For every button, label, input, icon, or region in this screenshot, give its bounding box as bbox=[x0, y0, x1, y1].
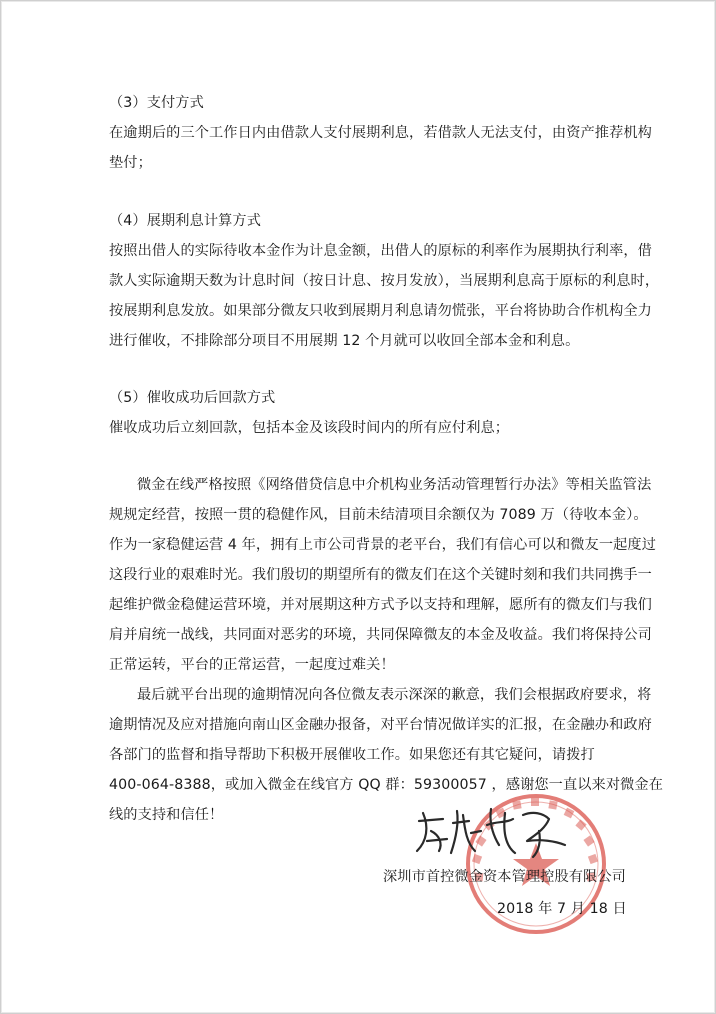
section4-line-1: 按照出借人的实际待收本金作为计息金额，出借人的原标的利率作为展期执行利率，借 bbox=[109, 243, 652, 259]
paragraph1-line-5: 起维护微金稳健运营环境，并对展期这种方式予以支持和理解，愿所有的微友们与我们 bbox=[109, 597, 652, 613]
paragraph2-line-3: 各部门的监督和指导帮助下积极开展催收工作。如果您还有其它疑问，请拨打 bbox=[109, 747, 595, 763]
paragraph1-line-7: 正常运转，平台的正常运营，一起度过难关！ bbox=[109, 657, 395, 673]
paragraph1-line-6: 肩并肩统一战线，共同面对恶劣的环境，共同保障微友的本金及收益。我们将保持公司 bbox=[109, 627, 652, 643]
section4-line-4: 进行催收，不排除部分项目不用展期 12 个月就可以收回全部本金和利息。 bbox=[109, 333, 580, 349]
signature-date: 2018 年 7 月 18 日 bbox=[497, 901, 627, 917]
paragraph1-line-2: 规规定经营，按照一贯的稳健作风，目前未结清项目余额仅为 7089 万（待收本金）。 bbox=[109, 507, 648, 523]
paragraph1-line-3: 作为一家稳健运营 4 年，拥有上市公司背景的老平台，我们有信心可以和微友一起度过 bbox=[109, 537, 656, 553]
paragraph2-line-1: 最后就平台出现的逾期情况向各位微友表示深深的歉意，我们会根据政府要求，将 bbox=[137, 687, 652, 703]
section3-heading: （3）支付方式 bbox=[109, 95, 204, 111]
paragraph1-line-4: 这段行业的艰难时光。我们殷切的期望所有的微友们在这个关键时刻和我们共同携手一 bbox=[109, 567, 652, 583]
section4-heading: （4）展期利息计算方式 bbox=[109, 213, 262, 229]
paragraph1-line-1: 微金在线严格按照《网络借贷信息中介机构业务活动管理暂行办法》等相关监管法 bbox=[137, 477, 652, 493]
section5-line-1: 催收成功后立刻回款，包括本金及该段时间内的所有应付利息； bbox=[109, 420, 510, 436]
paragraph2-line-2: 逾期情况及应对措施向南山区金融办报备，对平台情况做详实的汇报，在金融办和政府 bbox=[109, 717, 652, 733]
paragraph2-line-5: 线的支持和信任！ bbox=[109, 807, 224, 823]
section3-line-2: 垫付； bbox=[109, 155, 152, 171]
handwritten-signature-icon bbox=[409, 801, 579, 861]
paragraph2-line-4: 400-064-8388，或加入微金在线官方 QQ 群：59300057 ，感谢您一直以来对微金在 bbox=[109, 777, 663, 793]
section3-line-1: 在逾期后的三个工作日内由借款人支付展期利息，若借款人无法支付，由资产推荐机构 bbox=[109, 125, 652, 141]
signature-company: 深圳市首控微金资本管理控股有限公司 bbox=[383, 869, 626, 885]
section5-heading: （5）催收成功后回款方式 bbox=[109, 390, 276, 406]
section4-line-2: 款人实际逾期天数为计息时间（按日计息、按月发放），当展期利息高于原标的利息时， bbox=[109, 273, 660, 289]
section4-line-3: 按展期利息发放。如果部分微友只收到展期月利息请勿慌张，平台将协助合作机构全力 bbox=[109, 303, 652, 319]
